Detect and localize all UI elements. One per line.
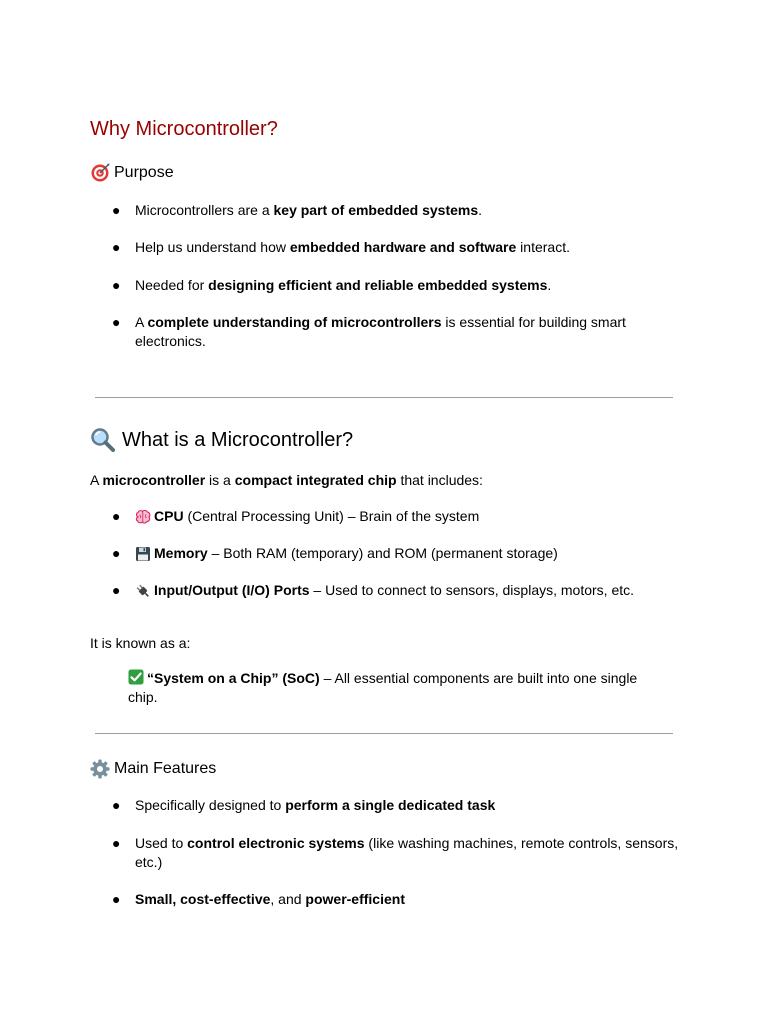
bullet: ●: [112, 508, 121, 524]
bullet: ●: [112, 797, 121, 813]
horizontal-rule: [95, 397, 673, 398]
what-heading: [90, 426, 353, 454]
horizontal-rule: [95, 733, 673, 734]
purpose-heading-text: Purpose: [114, 164, 174, 181]
bullet: ●: [112, 202, 121, 218]
list-item-text: Help us understand how embedded hardware and software interact.: [135, 239, 570, 255]
gear-icon: [90, 759, 110, 779]
list-item-text: Needed for designing efficient and reliable embedded systems.: [135, 277, 552, 293]
list-item-text: Memory – Both RAM (temporary) and ROM (permanent storage): [135, 544, 675, 563]
target-icon: [90, 163, 110, 183]
bullet: ●: [112, 277, 121, 293]
page-title: Why Microcontroller?: [90, 118, 278, 140]
features-heading: [90, 758, 216, 780]
bullet: ●: [112, 314, 121, 330]
bullet: ●: [112, 582, 121, 598]
floppy-disk-icon: [135, 546, 151, 562]
list-item-text: Specifically designed to perform a single dedicated task: [135, 797, 496, 813]
bullet: ●: [112, 239, 121, 255]
bullet: ●: [112, 545, 121, 561]
brain-icon: [135, 510, 151, 524]
bullet: ●: [112, 835, 121, 851]
list-item-text: CPU (Central Processing Unit) – Brain of the system: [135, 507, 675, 526]
list-item-text: Input/Output (I/O) Ports – Used to connect to sensors, displays, motors, etc.: [135, 581, 675, 600]
plug-icon: [135, 583, 151, 599]
known-as-text: It is known as a:: [90, 635, 191, 651]
list-item-text: Small, cost-effective, and power-efficient: [135, 891, 405, 907]
list-item-text: Microcontrollers are a key part of embedded systems.: [135, 202, 483, 218]
purpose-heading: [90, 162, 174, 184]
intro-paragraph: A microcontroller is a compact integrated chip that includes:: [90, 472, 483, 488]
soc-callout: “System on a Chip” (SoC) – All essential components are built into one single chip.: [128, 670, 638, 705]
check-mark-icon: [128, 669, 144, 685]
list-item-text: A complete understanding of microcontrollers is essential for building smart electronics.: [135, 314, 626, 349]
features-heading-text: Main Features: [114, 760, 217, 777]
what-heading-text: What is a Microcontroller?: [122, 429, 354, 451]
bullet: ●: [112, 891, 121, 907]
magnifier-icon: [90, 427, 116, 453]
list-item-text: Used to control electronic systems (like washing machines, remote controls, sensors, etc.): [135, 835, 679, 870]
